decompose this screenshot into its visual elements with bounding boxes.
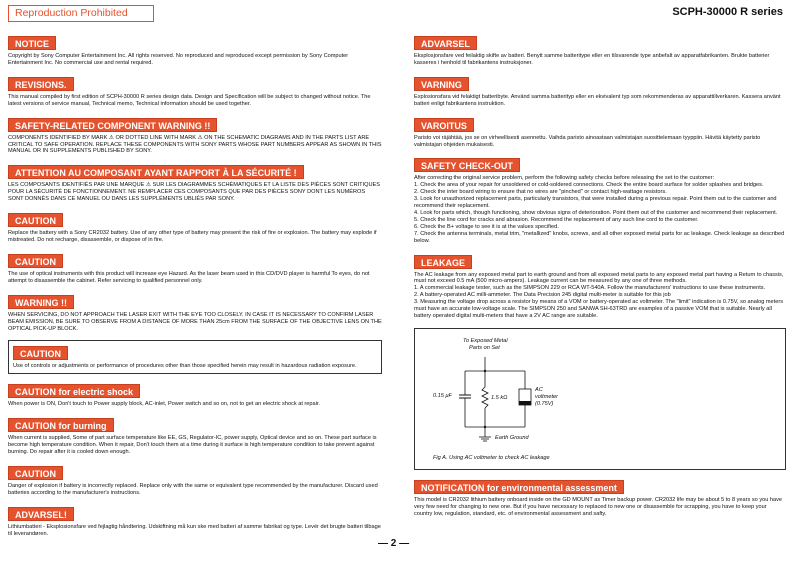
varoitus-section (414, 116, 786, 149)
revisions-heading: REVISIONS. (8, 77, 74, 91)
caution-explosion-section (8, 464, 382, 497)
caution-controls-heading: CAUTION (13, 346, 68, 360)
notice-section (8, 34, 382, 67)
caution-controls-box (8, 340, 382, 374)
caution-explosion-heading: CAUTION (8, 466, 63, 480)
safety-checkout-intro: After correcting the original service problem, perform the following safety checks before releasing the set to the customer: (414, 175, 715, 182)
figure-label-capacitor: 0.15 μF (433, 392, 452, 399)
burning-heading: CAUTION for burning (8, 418, 114, 432)
caution-optical-heading: CAUTION (8, 254, 63, 268)
attention-heading: ATTENTION AU COMPOSANT AYANT RAPPORT À LA SÉCURITÉ ! (8, 165, 304, 179)
electric-body: When power is ON, Don't touch to Power supply block, AC-inlet, Power switch and so on, not to get an electric shock at repair. (8, 401, 320, 408)
revisions-body: This manual compiled by first edition of SCPH-30000 R series design data. Design and Specification will be subject to changed without notice. The latest versions of service manual, Technical memo, Technical information should be used together. (8, 93, 371, 107)
advarsel-no-section (414, 34, 786, 67)
advarsel-dk-section (8, 505, 382, 538)
leakage-item: 2. A battery-operated AC milli-ammeter. The Data Precision 245 digital multi-meter is suitable for this job (414, 292, 671, 299)
safety-section (8, 116, 382, 156)
leakage-section (414, 253, 786, 470)
figure-label-volts: (0.75V) (535, 400, 554, 407)
environment-body: This model is CR2032 lithium battery onboard inside on the GD MOUNT as Timer backup power. CR2032 life may be about 5 to 8 years so you have very few need for changing to new one. But if you have necessary to replaced to new one or disassemble for scrapping, you have to keep your country low, regulation, standard, etc. of environmental assessment and safty. (414, 496, 783, 517)
caution-battery-heading: CAUTION (8, 213, 63, 227)
safety-heading: SAFETY-RELATED COMPONENT WARNING !! (8, 118, 217, 132)
burning-body: When current is supplied, Some of part surface temperature like EE, GS, Regulator-IC, power supply, Optical device and so on. These part surface is become high temperature condition. When it repair, Don't touch them at a time during it surface is high temperature condition to take prevent against burning. Do repair after it is cooled down enough. (8, 435, 377, 456)
figure-label-parts: Parts on Set (469, 344, 500, 351)
checkout-item: 2. Check the inter board wiring to ensure that no wires are "pinched" or contact high-wattage resistors. (414, 189, 667, 196)
figure-label-voltmeter: voltmeter (535, 393, 559, 400)
advarsel-no-heading: ADVARSEL (414, 36, 477, 50)
attention-section (8, 163, 382, 203)
electric-section (8, 382, 382, 408)
model-series: SCPH-30000 R series (672, 6, 783, 18)
leakage-list (414, 285, 786, 320)
reproduction-stamp: Reproduction Prohibited (8, 5, 154, 22)
caution-optical-body: The use of optical instruments with this product will increase eye Hazard. As the laser beam used in this CD/DVD player is harmful To eyes, do not attempt to disassemble the cabinet. Refer servicing to qualified personnel only. (8, 270, 370, 284)
left-column (8, 34, 382, 546)
page-number: — 2 — (378, 538, 410, 549)
leakage-heading: LEAKAGE (414, 255, 472, 269)
notice-body: Copyright by Sony Computer Entertainment Inc. All rights reserved. No reproduced and reproduced except permission by Sony Computer Entertainment Inc. No commercial use and rental required. (8, 53, 349, 66)
checkout-item: 1. Check the area of your repair for unsoldered or cold-soldered connections. Check the entire board surface for solder splashes and bridges. (414, 182, 764, 189)
advarsel-no-body: Eksplosjonsfare ved feilaktig skifte av batteri. Benytt samme batteritype eller en tilsvarende type anbefalt av apparatfabrikanten. Brukte batterier kasseres i henhold til fabrikantens instruksjoner. (414, 53, 770, 66)
caution-battery-section (8, 211, 382, 244)
safety-checkout-list (414, 182, 786, 244)
varning-heading: VARNING (414, 77, 469, 91)
warning-heading: WARNING !! (8, 295, 74, 309)
environment-heading: NOTIFICATION for environmental assessment (414, 480, 624, 494)
advarsel-dk-heading: ADVARSEL! (8, 507, 74, 521)
right-column (414, 34, 786, 526)
revisions-section (8, 75, 382, 108)
notice-heading: NOTICE (8, 36, 56, 50)
checkout-item: 7. Check the antenna terminals, metal trim, "metallized" knobs, screws, and all other exposed metal parts for ac leakage. Check leakage as described below. (414, 230, 785, 244)
advarsel-dk-body: Lithiumbatteri - Eksplosionsfare ved fejlagtig håndtering. Udskiftning må kun ske med batteri af samme fabrikat og type. Levér det brugte batteri tilbage til leverandøren. (8, 523, 381, 537)
figure-label-ac: AC (535, 386, 543, 393)
checkout-item: 4. Look for parts which, though functioning, show obvious signs of deterioration. Point them out of the customer and recommend their replacement. (414, 209, 778, 216)
warning-section (8, 293, 382, 333)
safety-checkout-section (414, 156, 786, 244)
caution-battery-body: Replace the battery with a Sony CR2032 battery. Use of any other type of battery may present the risk of fire or explosion. The battery may explode if mistreated. Do not recharge, disassemble, or dispose of in fire. (8, 230, 377, 243)
safety-body: COMPONENTS IDENTIFIED BY MARK ⚠ OR DOTTED LINE WITH MARK ⚠ ON THE SCHEMATIC DIAGRAMS AND IN THE PARTS LIST ARE CRITICAL TO SAFE OPERATION. REPLACE THESE COMPONENTS WITH SONY PARTS WHOSE PART NUMBERS APPEAR AS SHOWN IN THIS MANUAL OR IN SUPPLEMENTS PUBLISHED BY SONY. (8, 134, 382, 155)
leakage-item: 1. A commercial leakage tester, such as the SIMPSON 229 or RCA WT-540A. Follow the manufacturers' instructions to use these instruments. (414, 285, 766, 292)
varning-section (414, 75, 786, 108)
caution-explosion-body: Danger of explosion if battery is incorrectly replaced. Replace only with the same or equivalent type recommended by the manufacturer. Discard used batteries according to the manufacturer's instructions. (8, 482, 378, 496)
safety-checkout-heading: SAFETY CHECK-OUT (414, 158, 520, 172)
leakage-item: 3. Measuring the voltage drop across a resistor by means of a VOM or battery-operated ac voltmeter. The "limit" indication is 0.75V, so analog meters must have an accurate low-voltage scale. The SIMPSON 250 and SANWA SH-63TRD are examples of a passive VOM that is suitable. Nearly all battery operated digital multi-meters that have a 2V AC range are suitable. (414, 299, 783, 319)
checkout-item: 3. Look for unauthorized replacement parts, particularly transistors, that were installed during a previous repair. Point them out to the customer and recommend their replacement. (414, 196, 777, 210)
environment-section (414, 478, 786, 518)
figure-label-metal: To Exposed Metal (463, 337, 508, 344)
figure-label-earth: Earth Ground (495, 434, 529, 441)
caution-controls-body: Use of controls or adjustments or performance of procedures other than those specified herein may result in hazardous radiation exposure. (13, 363, 357, 370)
varoitus-heading: VAROITUS (414, 118, 474, 132)
burning-section (8, 416, 382, 456)
figure-label-resistor: 1.5 kΩ (491, 394, 508, 401)
warning-body: WHEN SERVICING, DO NOT APPROACH THE LASER EXIT WITH THE EYE TOO CLOSELY. IN CASE IT IS NECESSARY TO CONFIRM LASER BEAM EMISSION, BE SURE TO OBSERVE FROM A DISTANCE OF MORE THAN 25cm FROM THE SURFACE OF THE OBJECTIVE LENS ON THE OPTICAL PICK-UP BLOCK. (8, 311, 382, 332)
varning-body: Explosionsfara vid felaktigt batteribyte. Använd samma batterityp eller en ekvivalent typ som rekommenderas av apparattillverkaren. Kassera använt batteri enligt fabrikantens instruktion. (414, 93, 781, 107)
figure-caption: Fig A. Using AC voltmeter to check AC leakage (433, 454, 550, 461)
leakage-intro: The AC leakage from any exposed metal part to earth ground and from all exposed metal parts to any exposed metal part having a Return to chassis, must not exceed 0.5 mA (500 micro-ampers). Leakage current can be measured by any one of three methods. (414, 271, 784, 285)
leakage-test-figure (414, 328, 786, 470)
varoitus-body: Paristo voi räjähtää, jos se on virheellisesti asennettu. Vaihda paristo ainoastaan valmistajan suosittelemaan tyyppiin. Hävitä käytetty paristo valmistajan ohjeiden mukaisesti. (414, 134, 761, 148)
attention-body: LES COMPOSANTS IDENTIFIÉS PAR UNE MARQUE ⚠ SUR LES DIAGRAMMES SCHÉMATIQUES ET LA LISTE DES PIÈCES SONT CRITIQUES POUR LA SÉCURITÉ DE FONCTIONNEMENT. NE REMPLACER CES COMPOSANTS QUE PAR DES PIÈCES SONY DONT LES NUMÉROS SONT DONNÉS DANS CE MANUEL OU DANS LES SUPPLÉMENTS UBLIÉS PAR SONY. (8, 182, 380, 203)
caution-optical-section (8, 252, 382, 285)
checkout-item: 5. Check the line cord for cracks and abrasion. Recommend the replacement of any such line cord to the customer. (414, 216, 699, 223)
checkout-item: 6. Check the B+ voltage to see it is at the values specified. (414, 223, 559, 230)
electric-heading: CAUTION for electric shock (8, 384, 140, 398)
